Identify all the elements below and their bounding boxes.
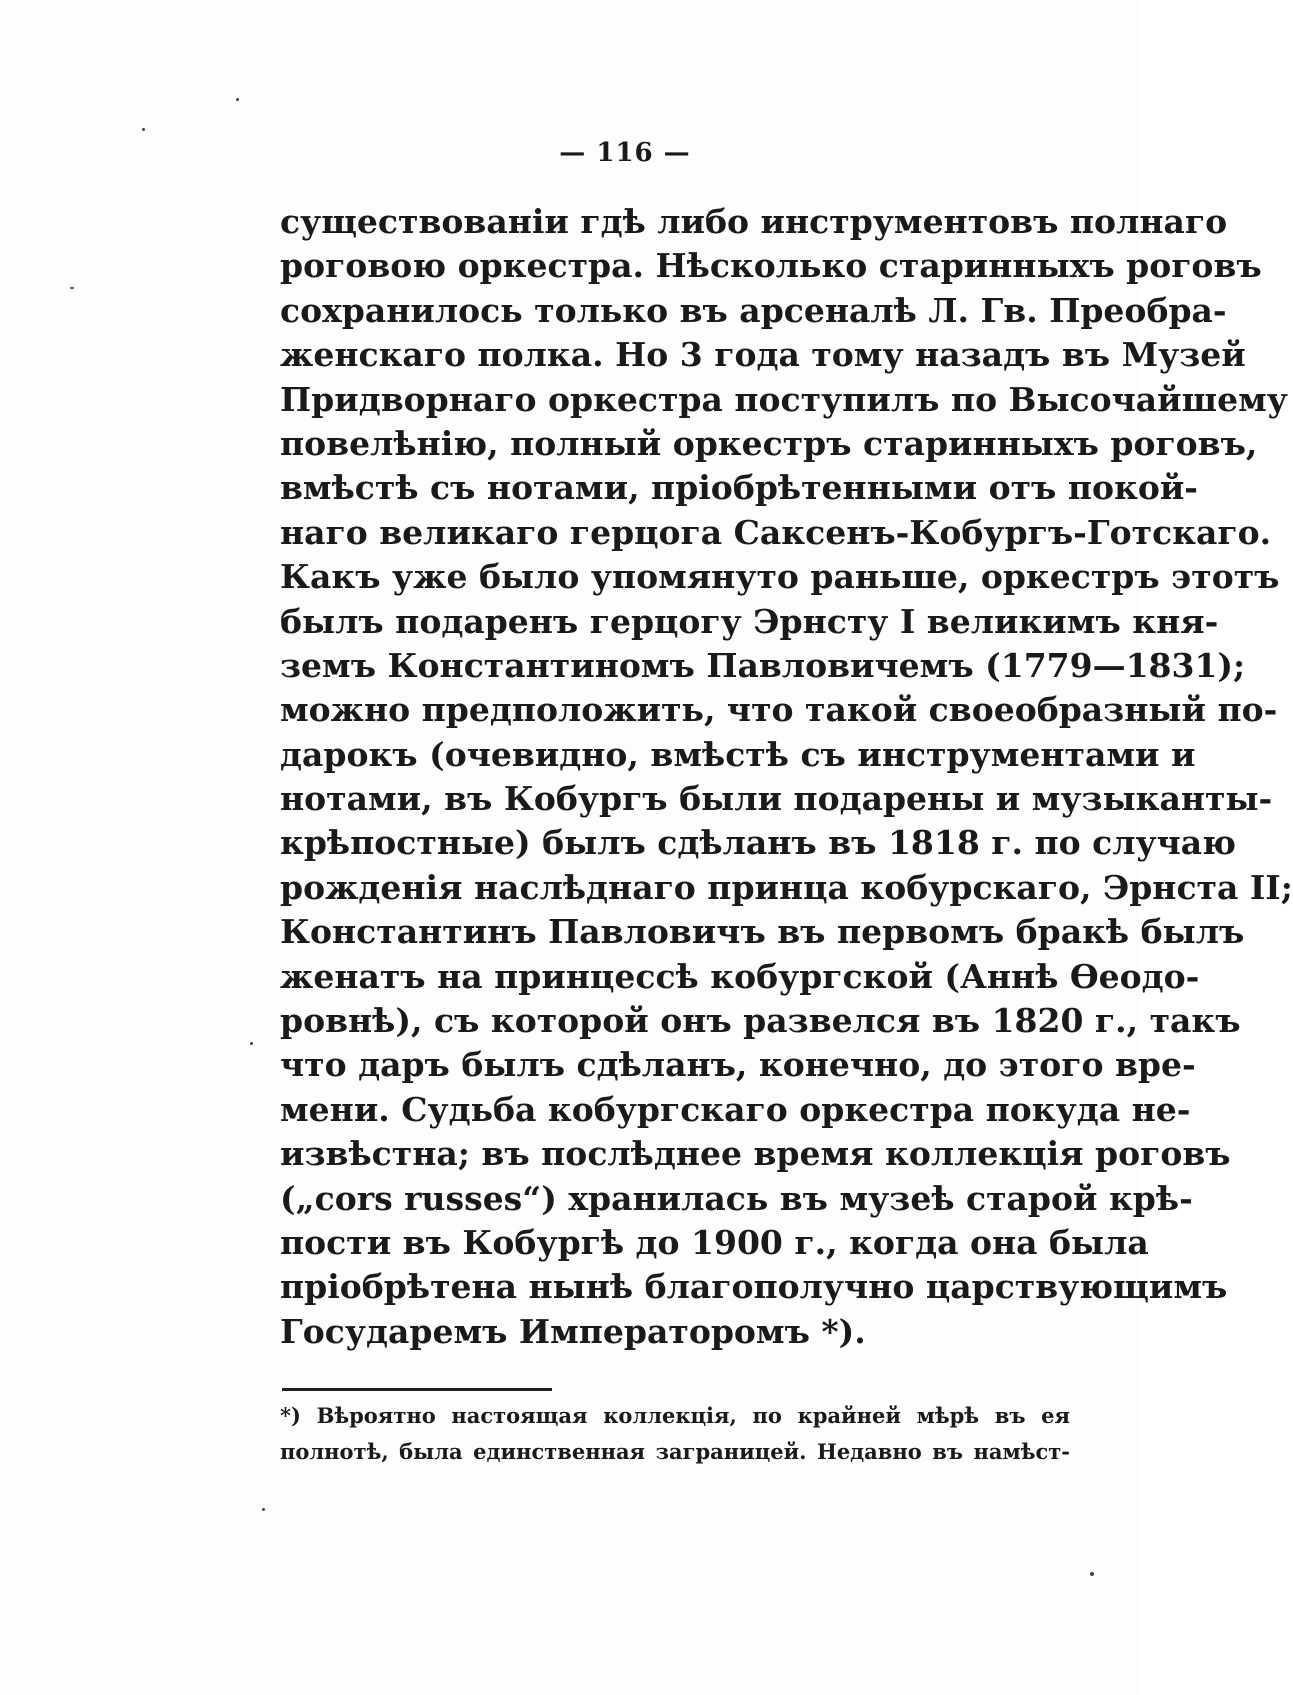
text-line: рожденія наслѣднаго принца кобурскаго, Эрнста II;: [280, 867, 1293, 907]
print-speck: [236, 98, 239, 101]
text-line: Придворнаго оркестра поступилъ по Высочайшему: [280, 379, 1288, 419]
footnote: [280, 1398, 1070, 1470]
print-speck: [142, 128, 145, 131]
print-speck: [250, 1042, 253, 1045]
body-text: [280, 200, 1293, 1354]
text-line-last: Государемъ Императоромъ *).: [280, 1311, 866, 1351]
text-line: земъ Константиномъ Павловичемъ (1779—1831);: [280, 645, 1246, 685]
print-speck: [1090, 1572, 1094, 1576]
print-speck: [262, 1508, 265, 1511]
text-line: наго великаго герцога Саксенъ-Кобургъ-Готскаго.: [280, 512, 1272, 552]
text-line: вмѣстѣ съ нотами, пріобрѣтенными отъ покой-: [280, 468, 1199, 508]
text-line: ровнѣ), съ которой онъ развелся въ 1820 г., такъ: [280, 1001, 1241, 1041]
text-line: пости въ Кобургѣ до 1900 г., когда она была: [280, 1222, 1149, 1262]
text-line: Какъ уже было упомянуто раньше, оркестръ этотъ: [280, 557, 1280, 597]
footnote-line: *) Вѣроятно настоящая коллекція, по крайней мѣрѣ въ ея: [280, 1403, 1070, 1428]
text-line: извѣстна; въ послѣднее время коллекція роговъ: [280, 1134, 1231, 1174]
footnote-divider: [282, 1388, 552, 1391]
text-line: дарокъ (очевидно, вмѣстѣ съ инструментами и: [280, 734, 1196, 774]
text-line: повелѣнію, полный оркестръ старинныхъ роговъ,: [280, 423, 1258, 463]
text-line: Константинъ Павловичъ въ первомъ бракѣ былъ: [280, 912, 1245, 952]
text-line: женскаго полка. Но 3 года тому назадъ въ Музей: [280, 335, 1246, 375]
text-line: былъ подаренъ герцогу Эрнсту I великимъ кня-: [280, 601, 1219, 641]
text-line: можно предположить, что такой своеобразный по-: [280, 690, 1278, 730]
text-line: мени. Судьба кобургскаго оркестра покуда не-: [280, 1089, 1191, 1129]
footnote-line: полнотѣ, была единственная заграницей. Недавно въ намѣст-: [280, 1439, 1070, 1464]
text-line: нотами, въ Кобургъ были подарены и музыканты-: [280, 779, 1273, 819]
text-line: существованіи гдѣ либо инструментовъ полнаго: [280, 202, 1228, 241]
text-line: пріобрѣтена нынѣ благополучно царствующимъ: [280, 1267, 1228, 1307]
text-line: крѣпостные) былъ сдѣланъ въ 1818 г. по случаю: [280, 823, 1236, 863]
text-line: женатъ на принцессѣ кобургской (Аннѣ Ѳеодо-: [280, 956, 1200, 996]
text-line: что даръ былъ сдѣланъ, конечно, до этого вре-: [280, 1045, 1196, 1085]
text-line: сохранилось только въ арсеналѣ Л. Гв. Преобра-: [280, 290, 1227, 330]
print-speck: [70, 287, 74, 289]
page-number: — 116 —: [559, 138, 691, 168]
text-line: роговою оркестра. Нѣсколько старинныхъ роговъ: [280, 246, 1262, 286]
text-line: („cors russes“) хранилась въ музеѣ старой крѣ-: [280, 1178, 1193, 1218]
